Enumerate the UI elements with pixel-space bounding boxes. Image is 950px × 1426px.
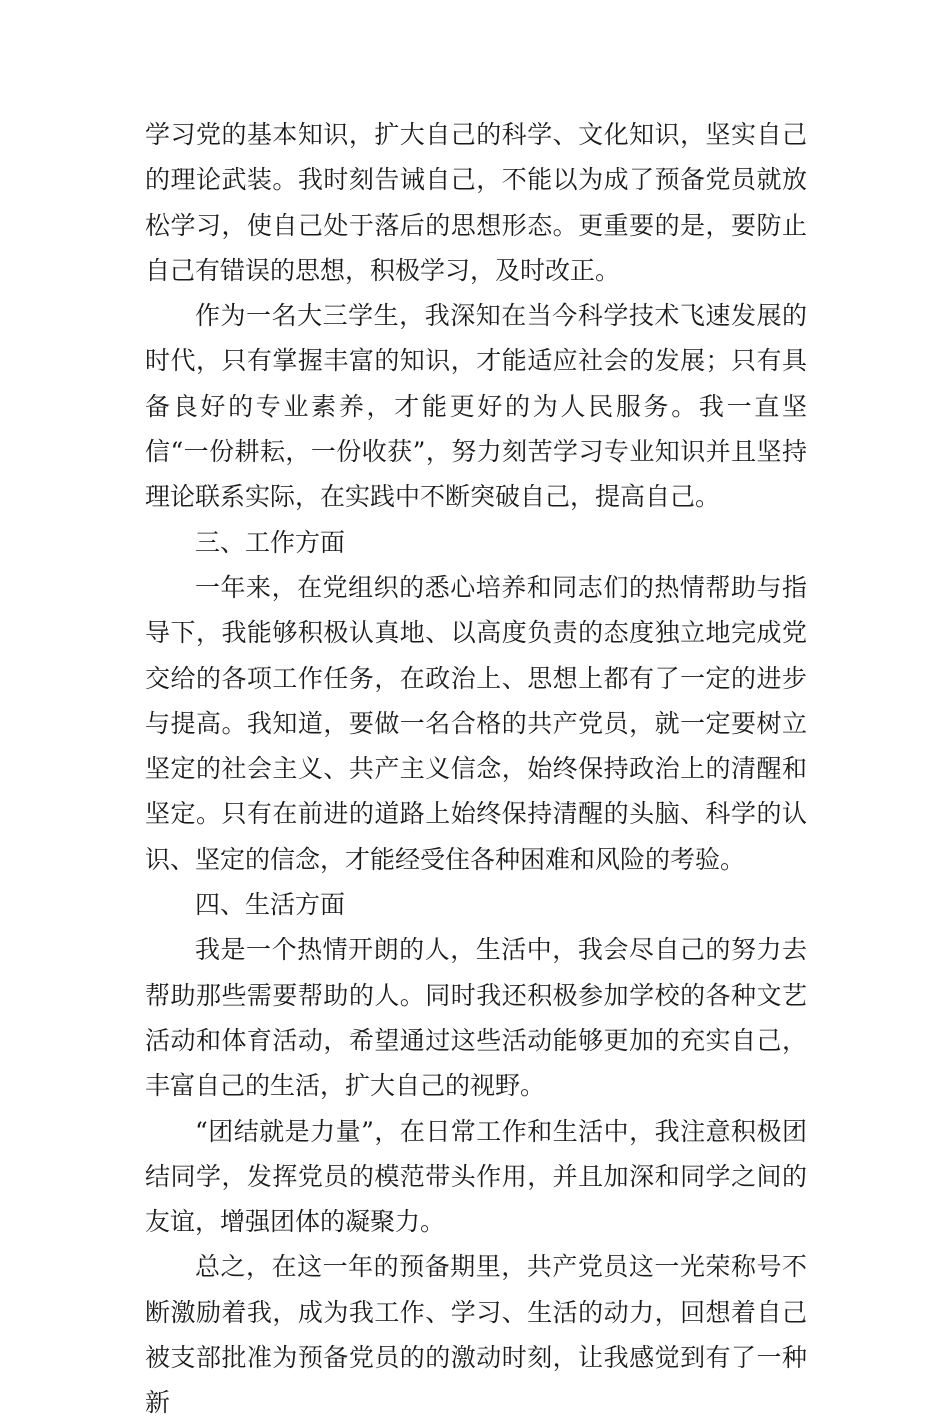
paragraph-study: 作为一名大三学生，我深知在当今科学技术飞速发展的时代，只有掌握丰富的知识，才能适应社会的发展；只有具备良好的专业素养，才能更好的为人民服务。我一直坚信“一份耕耘，一份收获”，努力刻苦学习专业知识并且坚持理论联系实际，在实践中不断突破自己，提高自己。 <box>145 301 807 512</box>
document-body <box>145 112 807 1426</box>
paragraph-conclusion: 总之，在这一年的预备期里，共产党员这一光荣称号不断激励着我，成为我工作、学习、生活的动力，回想着自己被支部批准为预备党员的的激动时刻，让我感觉到有了一种新 <box>145 1252 807 1418</box>
paragraph-continuation: 学习党的基本知识，扩大自己的科学、文化知识，坚实自己的理论武装。我时刻告诫自己，不能以为成了预备党员就放松学习，使自己处于落后的思想形态。更重要的是，要防止自己有错误的思想，积极学习，及时改正。 <box>145 120 807 285</box>
paragraph-work: 一年来，在党组织的悉心培养和同志们的热情帮助与指导下，我能够积极认真地、以高度负责的态度独立地完成党交给的各项工作任务，在政治上、思想上都有了一定的进步与提高。我知道，要做一名合格的共产党员，就一定要树立坚定的社会主义、共产主义信念，始终保持政治上的清醒和坚定。只有在前进的道路上始终保持清醒的头脑、科学的认识、坚定的信念，才能经受住各种困难和风险的考验。 <box>145 572 807 874</box>
section-heading-work: 三、工作方面 <box>195 527 346 557</box>
paragraph-unity: “团结就是力量”，在日常工作和生活中，我注意积极团结同学，发挥党员的模范带头作用，并且加深和同学之间的友谊，增强团体的凝聚力。 <box>145 1116 807 1237</box>
paragraph-life: 我是一个热情开朗的人，生活中，我会尽自己的努力去帮助那些需要帮助的人。同时我还积极参加学校的各种文艺活动和体育活动，希望通过这些活动能够更加的充实自己，丰富自己的生活，扩大自己的视野。 <box>145 935 807 1101</box>
section-heading-life: 四、生活方面 <box>195 890 346 920</box>
